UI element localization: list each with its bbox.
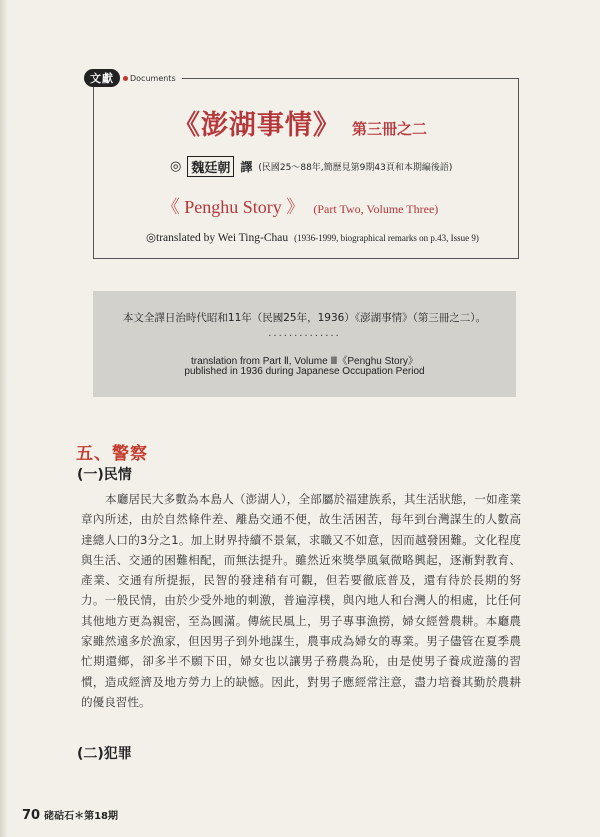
english-volume: (Part Two, Volume Three): [313, 202, 439, 216]
abstract-en-line2: published in 1936 during Japanese Occupation Period: [184, 366, 425, 377]
journal-name: 硓𥑮石＊第18期: [44, 811, 119, 822]
abstract-cn: 本文全譯日治時代昭和11年（民國25年，1936）《澎湖事情》（第三冊之二）。: [122, 312, 487, 324]
page-number: 70: [22, 808, 41, 823]
english-credit-name: ◎translated by Wei Ting-Chau: [146, 232, 289, 244]
section-tag-cn: 文獻: [84, 69, 120, 87]
abstract-box: [93, 291, 516, 397]
page-footer: [22, 807, 118, 823]
translator-name: 魏廷朝: [187, 156, 234, 177]
subheading-crime: (二)犯罪: [77, 746, 132, 762]
abstract-divider: ..............: [268, 328, 341, 339]
section-tag: [84, 69, 182, 87]
english-credit-note: (1936-1999, biographical remarks on p.43, Issue 9): [294, 233, 479, 243]
body-paragraph: 本廳居民大多數為本島人（澎湖人），全部屬於福建族系，其生活狀態，一如產業章內所述，由於自然條件差、離島交通不便，故生活困苦，每年到台灣謀生的人數高達總人口的3分之1。加上財界持續不景氣，求職又不如意，因而越發困難。文化程度與生活、交通的困難相配，而無法提升。雖然近來獎學風氣微略興起，逐漸對教育、產業、交通有所提振，民智的發達稍有可觀，但若要徹底普及，還有待於長期的努力。一般民情，由於少受外地的刺激，普遍淳樸，與內地人和台灣人的相處，比任何其他地方更為親密，至為圓滿。傳統民風上，男子專事漁撈，婦女經營農耕。本廳農家雖然遠多於漁家，但因男子到外地謀生，農事成為婦女的專業。男子儘管在夏季農忙期還鄉，卻多半不願下田，婦女也以讓男子務農為恥，由是使男子養成遊蕩的習慣，造成經濟及地方勞力上的缺憾。因此，對男子應經常注意，盡力培養其勤於農耕的優良習性。: [81, 492, 521, 709]
section-tag-en: Documents: [130, 73, 176, 83]
english-title: 《 Penghu Story 》: [161, 197, 305, 217]
english-title-row: [0, 193, 600, 219]
section-heading: 五、警察: [76, 444, 148, 464]
english-credit: [146, 230, 479, 244]
translator-row: [170, 156, 452, 177]
title-volume: 第三冊之二: [352, 120, 428, 138]
tag-dot-icon: [123, 76, 128, 81]
translator-bio-cn: (民國25～88年,簡歷見第9期43頁和本期編後語): [258, 163, 453, 173]
title-row: [0, 103, 600, 142]
abstract-en-line1: translation from Part Ⅱ, Volume Ⅲ《Penghu Story》: [191, 356, 418, 367]
translate-label: 譯: [240, 160, 253, 174]
translator-mark: ◎: [170, 159, 182, 174]
page-title: 《澎湖事情》: [172, 110, 341, 141]
subheading-folk-customs: (一)民情: [77, 467, 132, 483]
